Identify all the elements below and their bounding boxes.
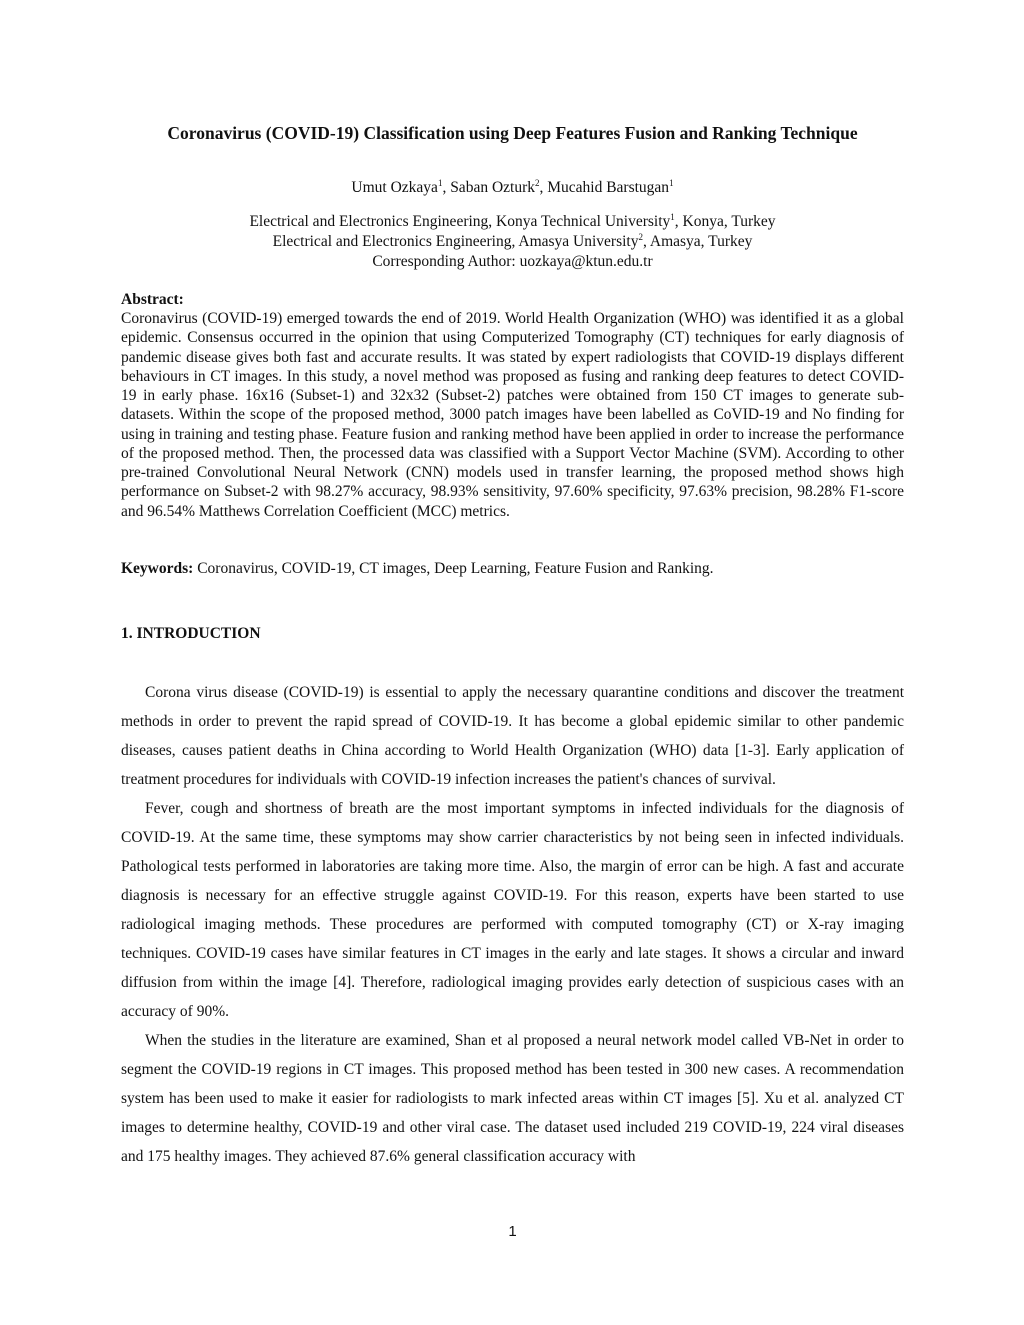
affiliation-text: Electrical and Electronics Engineering, Konya Technical University <box>249 213 671 230</box>
paper-title: Coronavirus (COVID-19) Classification using Deep Features Fusion and Ranking Technique <box>167 123 858 143</box>
body-paragraph: Fever, cough and shortness of breath are the most important symptoms in infected individuals for the diagnosis of COVID-19. At the same time, these symptoms may show carrier characteristics by not being seen in infected individuals. Pathological tests performed in laboratories are taking more time. Also, the margin of error can be high. A fast and accurate diagnosis is necessary for an effective struggle against COVID-19. For this reason, experts have been started to use radiological imaging methods. These procedures are performed with computed tomography (CT) or X-ray imaging techniques. COVID-19 cases have similar features in CT images in the early and late stages. It shows a circular and inward diffusion from within the image [4]. Therefore, radiological imaging provides early detection of suspicious cases with an accuracy of 90%. <box>121 800 904 1020</box>
author-name: Umut Ozkaya <box>351 179 438 196</box>
body-paragraph: When the studies in the literature are examined, Shan et al proposed a neural network model called VB-Net in order to segment the COVID-19 regions in CT images. This proposed method has been tested in 300 new cases. A recommendation system has been used to make it easier for radiologists to mark infected areas within CT images [5]. Xu et al. analyzed CT images to determine healthy, COVID-19 and other viral case. The dataset used included 219 COVID-19, 224 viral diseases and 175 healthy images. They achieved 87.6% general classification accuracy with <box>121 1032 904 1165</box>
author-affil-mark: 2 <box>534 177 540 188</box>
page-number: 1 <box>508 1223 517 1240</box>
keywords-label: Keywords: <box>121 560 194 577</box>
affiliation-mark: 2 <box>638 231 643 242</box>
affiliation-text: Electrical and Electronics Engineering, Amasya University <box>272 233 639 250</box>
author-separator: , <box>442 179 451 196</box>
introduction-body <box>121 678 904 1171</box>
abstract-label: Abstract: <box>121 291 184 308</box>
affiliation-location: , Konya, Turkey <box>674 213 776 230</box>
author-affil-mark: 1 <box>669 177 674 188</box>
section-heading-introduction: 1. INTRODUCTION <box>121 625 261 642</box>
author-affil-mark: 1 <box>437 177 443 188</box>
affiliation-line <box>121 232 904 252</box>
affiliation-location: , Amasya, Turkey <box>642 233 753 250</box>
affiliation-block <box>121 212 904 272</box>
author-separator: , <box>539 179 548 196</box>
body-paragraph: Corona virus disease (COVID-19) is essential to apply the necessary quarantine conditions and discover the treatment methods in order to prevent the rapid spread of COVID-19. It has become a global epidemic similar to other pandemic diseases, causes patient deaths in China according to World Health Organization (WHO) data [1-3]. Early application of treatment procedures for individuals with COVID-19 infection increases the patient's chances of survival. <box>121 684 904 788</box>
author-name: Saban Ozturk <box>450 179 535 196</box>
corresponding-author: Corresponding Author: uozkaya@ktun.edu.tr <box>372 253 653 270</box>
affiliation-mark: 1 <box>670 211 675 222</box>
author-name: Mucahid Barstugan <box>547 179 670 196</box>
author-list <box>121 178 904 198</box>
abstract-text: Coronavirus (COVID-19) emerged towards the end of 2019. World Health Organization (WHO) was identified it as a global epidemic. Consensus occurred in the opinion that using Computerized Tomography (CT) techniques for early diagnosis of pandemic disease gives both fast and accurate results. It was stated by expert radiologists that COVID-19 displays different behaviours in CT images. In this study, a novel method was proposed as fusing and ranking deep features to detect COVID-19 in early phase. 16x16 (Subset-1) and 32x32 (Subset-2) patches were obtained from 150 CT images to generate sub-datasets. Within the scope of the proposed method, 3000 patch images have been labelled as CoVID-19 and No finding for using in training and testing phase. Feature fusion and ranking method have been applied in order to increase the performance of the proposed method. Then, the processed data was classified with a Support Vector Machine (SVM). According to other pre-trained Convolutional Neural Network (CNN) models used in transfer learning, the proposed method shows high performance on Subset-2 with 98.27% accuracy, 98.93% sensitivity, 97.60% specificity, 97.63% precision, 98.28% F1-score and 96.54% Matthews Correlation Coefficient (MCC) metrics. <box>121 310 904 520</box>
affiliation-line <box>121 212 904 232</box>
keywords-line <box>121 559 904 579</box>
keywords-text: Coronavirus, COVID-19, CT images, Deep Learning, Feature Fusion and Ranking. <box>193 560 714 577</box>
